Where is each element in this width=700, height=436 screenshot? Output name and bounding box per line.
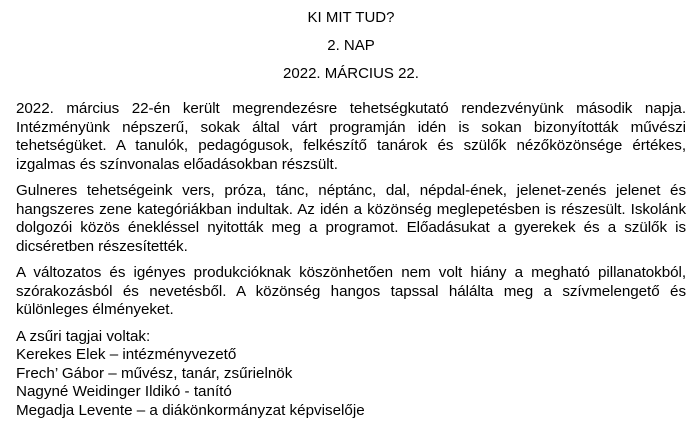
jury-intro: A zsűri tagjai voltak:: [16, 327, 151, 345]
jury-list: [16, 328, 686, 421]
document-date: 2022. MÁRCIUS 22.: [283, 65, 419, 82]
document-body: [16, 8, 686, 420]
jury-member: Frech’ Gábor – művész, tanár, zsűrielnök: [16, 364, 293, 382]
document-title: KI MIT TUD?: [307, 9, 395, 26]
paragraph-3: A változatos és igényes produkcióknak köszönhetően nem volt hiány a megható pillanatokból, szórakozásból és nevetésből. A közönség hangos tapssal hálálta meg a szívmelengető és különleges élményeket.: [16, 264, 686, 318]
jury-member: Kerekes Elek – intézményvezető: [16, 346, 237, 363]
jury-member: Nagyné Weidinger Ildikó - tanító: [16, 383, 232, 400]
jury-member: Megadja Levente – a diákönkormányzat képviselője: [16, 401, 365, 419]
paragraph-2: Gulneres tehetségeink vers, próza, tánc, néptánc, dal, népdal-ének, jelenet-zenés jelenet és hangszeres zene kategóriákban indultak. Az idén a közönség meglepetésben is részesült. Iskolánk dolgozói közös énekléssel nyitották meg a programot. Előadásukat a gyerekek és a szülők is dicséretben részesítették.: [16, 182, 686, 255]
document-subtitle: 2. NAP: [327, 37, 375, 54]
paragraph-1: 2022. március 22-én került megrendezésre tehetségkutató rendezvényünk második napja. Intézményünk népszerű, sokak által várt programján idén is sokan bizonyították művészi tehetségüket. A tanulók, pedagógusok, felkészítő tanárok és szülők nézőközönsége értékes, izgalmas és színvonalas előadásokban részsült.: [16, 100, 686, 173]
document-heading: [16, 8, 686, 84]
